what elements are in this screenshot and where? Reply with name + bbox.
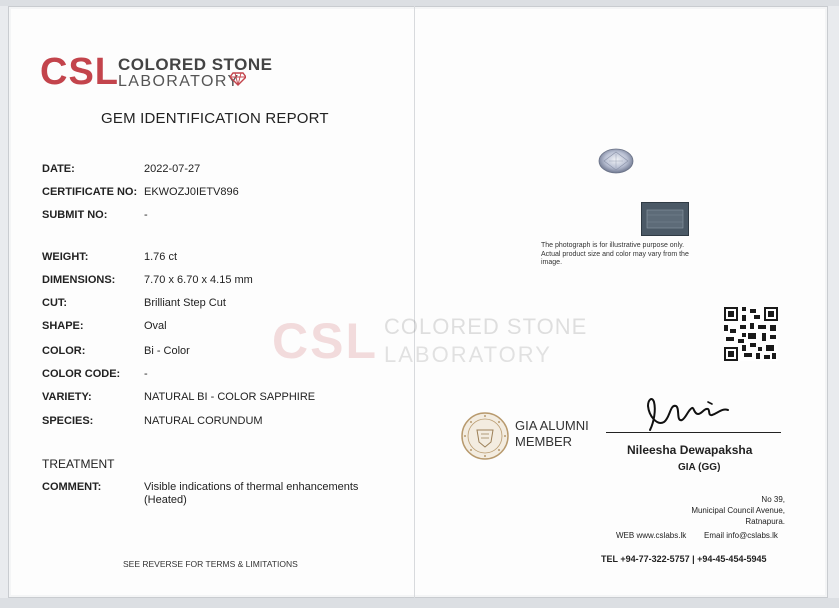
signature (612, 392, 772, 432)
field-value: 1.76 ct (144, 251, 178, 263)
logo-line1: COLORED STONE (118, 55, 273, 74)
field-label: CERTIFICATE NO: (42, 186, 138, 198)
field-label: SUBMIT NO: (42, 209, 108, 221)
field-label: DATE: (42, 163, 75, 175)
field-value: 2022-07-27 (144, 163, 201, 175)
address-line2: Municipal Council Avenue, (691, 506, 785, 515)
signature-line (606, 432, 781, 433)
bottom-shadow (0, 598, 839, 608)
gemstone-box-photo (641, 202, 689, 236)
watermark-line1: COLORED STONE (384, 314, 588, 339)
field-label: SHAPE: (42, 320, 84, 332)
field-label: COMMENT: (42, 481, 102, 493)
field-value: Brilliant Step Cut (144, 297, 226, 309)
field-label: CUT: (42, 297, 68, 309)
signer-name: Nileesha Dewapaksha (627, 443, 753, 457)
field-label: VARIETY: (42, 391, 92, 403)
gemstone-photo (598, 148, 634, 174)
logo-line2: LABORATORY (118, 73, 240, 90)
field-value: Visible indications of thermal enhancements (Heated) (144, 481, 359, 506)
watermark-mark: CSL (272, 313, 378, 369)
report-title: GEM IDENTIFICATION REPORT (101, 110, 329, 127)
field-value: EKWOZJ0IETV896 (144, 186, 239, 198)
field-value: NATURAL CORUNDUM (144, 415, 263, 427)
reverse-note: SEE REVERSE FOR TERMS & LIMITATIONS (123, 559, 298, 569)
email-link[interactable]: Email info@cslabs.lk (704, 531, 778, 540)
gem-icon (230, 72, 246, 86)
field-value: - (144, 209, 148, 221)
signer-credential: GIA (GG) (678, 462, 721, 473)
field-value: Bi - Color (144, 345, 190, 357)
gia-alumni-seal-icon (461, 412, 509, 460)
logo-mark: CSL (40, 51, 119, 93)
field-value: 7.70 x 6.70 x 4.15 mm (144, 274, 253, 286)
photo-disclaimer: The photograph is for illustrative purpose only. Actual product size and color may vary from the image. (541, 242, 689, 266)
field-label: COLOR CODE: (42, 368, 121, 380)
field-value: - (144, 368, 148, 380)
qr-code[interactable] (724, 307, 778, 361)
center-fold (414, 6, 415, 598)
gia-line2: MEMBER (515, 434, 573, 449)
website-link[interactable]: WEB www.cslabs.lk (616, 531, 687, 540)
field-value: NATURAL BI - COLOR SAPPHIRE (144, 391, 316, 403)
gia-line1: GIA ALUMNI (515, 418, 589, 433)
field-value: Oval (144, 320, 167, 332)
treatment-heading: TREATMENT (42, 457, 115, 471)
field-label: DIMENSIONS: (42, 274, 116, 286)
address-line1: No 39, (761, 495, 785, 504)
address-line3: Ratnapura. (745, 517, 785, 526)
watermark-line2: LABORATORY (384, 342, 552, 367)
telephone: TEL +94-77-322-5757 | +94-45-454-5945 (601, 554, 767, 564)
field-label: WEIGHT: (42, 251, 89, 263)
field-label: COLOR: (42, 345, 86, 357)
field-label: SPECIES: (42, 415, 94, 427)
